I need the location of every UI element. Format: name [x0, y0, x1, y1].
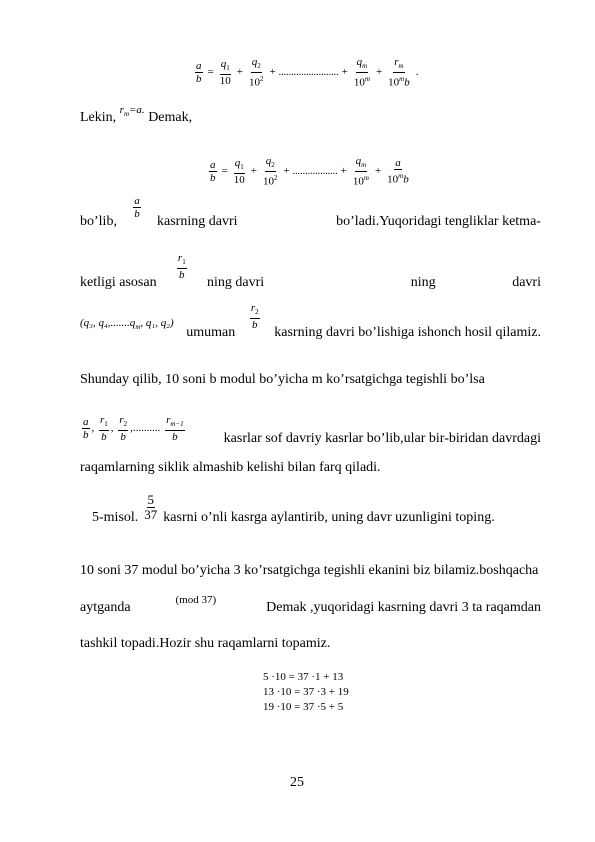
- period-tuple: (q₃, $q_4,.......q_m$, q₁, q₂): [80, 317, 174, 332]
- para-line-6: raqamlarning siklik almashib kelishi bilan farq qiladi.: [80, 460, 381, 475]
- para-line-4: Shunday qilib, 10 soni b modul bo’yicha m ko’rsatgichga tegishli bo’lsa: [80, 372, 485, 387]
- eq1-lhs-fraction: $\frac{a}{b}$: [196, 59, 202, 85]
- para-line-1: bo’lib, $\frac{a}{b}$ kasrning davri bo’ladi.Yuqoridagi tengliklar ketma-: [80, 195, 541, 229]
- lekin-line: Lekin, $^{r_m=a.}$ Demak,: [80, 104, 193, 125]
- calc-line-2: 13 ·10 = 37 ·3 + 19: [263, 686, 349, 698]
- example-label: 5-misol.: [92, 510, 139, 525]
- page-number: 25: [290, 775, 304, 790]
- eq1-term-1: $\frac{q_1}{10}$: [219, 57, 231, 88]
- equation-2: $\frac{a}{b}$ = $\frac{q_1}{10}$ + $\frac{q_2}{10^2}$ + .................. + $\frac{q_m}{10^m}$ + $\frac{a}{10^mb}$: [210, 155, 409, 188]
- para-line-5: $\frac{a}{b}$ , $\frac{r_1}{b}$ , $\frac{r_2}{b}$ ,.......... $\frac{r_{m-1}}{b}$ kasrlar sof davriy kasrlar bo’lib,ular bir-biridan davrdagi: [83, 414, 541, 447]
- para-line-8: aytganda (mod 37) Demak ,yuqoridagi kasrning davri 3 ta raqamdan: [80, 594, 541, 615]
- calculation-block: [263, 670, 349, 715]
- eq1-term-m: $\frac{q_m}{10^m}$: [353, 56, 370, 89]
- example-5: 5-misol. $\frac{5}{37}$ kasrni o’nli kasrga aylantirib, uning davr uzunligini toping.: [92, 492, 495, 525]
- para-line-2: ketligi asosan $\frac{r_1}{b}$ ning davri ning davri: [80, 252, 541, 291]
- eq1-remainder-term: $\frac{r_m}{10^mb}$: [388, 56, 410, 89]
- eq1-term-2: $\frac{q_2}{10^2}$: [248, 56, 264, 89]
- para-line-9: tashkil topadi.Hozir shu raqamlarni topamiz.: [80, 636, 331, 651]
- calc-line-3: 19 ·10 = 37 ·5 + 5: [263, 701, 344, 713]
- para-line-3: (q₃, $q_4,.......q_m$, q₁, q₂) umuman $\frac{r_2}{b}$ kasrning davri bo’lishiga ishonch hosil qilamiz.: [80, 302, 541, 341]
- calc-line-1: 5 ·10 = 37 ·1 + 13: [263, 671, 344, 683]
- equation-1: $\frac{a}{b}$ = $\frac{q_1}{10}$ + $\frac{q_2}{10^2}$ + ........................ + $\frac{q_m}{10^m}$ + $\frac{r_m}{10^mb}$ .: [196, 56, 419, 89]
- para-line-7: 10 soni 37 modul bo’yicha 3 ko’rsatgichga tegishli ekanini biz bilamiz.boshqacha: [80, 563, 539, 578]
